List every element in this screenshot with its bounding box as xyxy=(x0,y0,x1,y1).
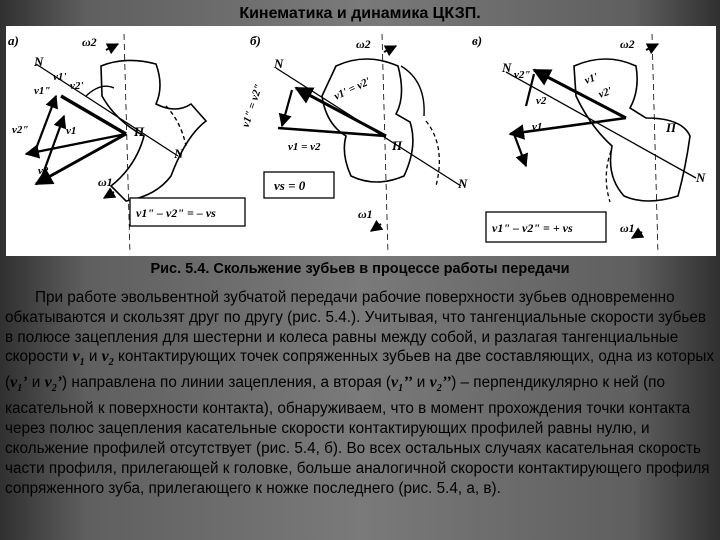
panel-c xyxy=(472,33,706,254)
figure-caption: Рис. 5.4. Скольжение зубьев в процессе работы передачи xyxy=(150,261,570,277)
panel-c-label-v1: v1 xyxy=(532,121,543,133)
text-segment: и xyxy=(412,374,430,392)
panel-c-label-n-bottom: N xyxy=(696,170,706,185)
panel-a-formula: v1" – v2" = – vs xyxy=(136,206,216,220)
panel-a-label-v1p: v1' xyxy=(53,71,67,83)
panel-c-letter: в) xyxy=(472,33,483,48)
body-paragraph xyxy=(5,288,717,498)
panel-a-label-n-bottom: N xyxy=(174,146,184,161)
panel-a-label-v2: v2 xyxy=(38,165,49,177)
symbol-v1-double-prime: $v_1$’’ xyxy=(390,374,413,395)
panel-c-label-n-top: N xyxy=(502,60,512,75)
panel-a-letter: а) xyxy=(8,33,19,48)
panel-b-label-v1pp-eq: v1" = v2" xyxy=(239,82,266,129)
panel-a-label-omega2: ω2 xyxy=(82,35,97,49)
symbol-v2: $v_2$ xyxy=(101,348,114,369)
panel-c-v1-vector xyxy=(510,118,626,134)
panel-b-label-omega2: ω2 xyxy=(356,37,371,51)
panel-c-label-omega2: ω2 xyxy=(620,37,635,51)
slide-title: Кинематика и динамика ЦКЗП. xyxy=(239,5,481,22)
panel-c-label-v1p: v1' xyxy=(582,70,600,87)
panel-a-label-n-top: N xyxy=(34,54,44,69)
panel-c-label-pole: П xyxy=(666,120,677,135)
figure-5-4 xyxy=(6,26,716,256)
text-segment: ) – перпендикулярно к ней (по касательной к поверхности контакта), обнаруживаем, что в момент прохождения точки контакта через полюс зацепления касательные скорости контактирующих профилей равны нулю, и скольжение профилей отсутствует (рис. 5.4, б). Во всех остальных случаях касательная скорость части профиля, прилегающей к головке, больше аналогичной скорости контактирующего профиля сопряженного зуба, прилегающего к ножке последнего (рис. 5.4, а, в). xyxy=(5,374,710,497)
symbol-v2-prime: $v_2$’ xyxy=(44,374,63,395)
panel-b-letter: б) xyxy=(250,33,261,48)
panel-b-label-v1-eq: v1 = v2 xyxy=(288,141,321,153)
panel-a-label-v2pp: v2" xyxy=(12,124,29,136)
panel-a xyxy=(8,33,245,254)
symbol-v1-prime: $v_1$’ xyxy=(10,374,28,395)
panel-a-gear-tooth xyxy=(101,60,206,201)
panel-c-label-v2p: v2' xyxy=(596,84,614,101)
text-segment: контактирующих точек сопряженных зубьев на две составляющих, одна из которых ( xyxy=(5,348,715,392)
panel-c-formula: v1" – v2" = + vs xyxy=(492,221,573,235)
text-segment: ) направлена по линии зацепления, а вторая ( xyxy=(62,374,391,392)
symbol-v1: $v_1$ xyxy=(72,348,85,369)
panel-c-label-v2: v2 xyxy=(536,95,547,107)
panel-b-label-omega1: ω1 xyxy=(358,207,373,221)
panel-b-label-v1p-eq: v1' = v2' xyxy=(332,75,373,103)
panel-a-label-v1: v1 xyxy=(66,125,77,137)
panel-b-label-n-bottom: N xyxy=(458,176,468,191)
panel-a-label-pole: П xyxy=(134,124,145,139)
text-segment: При работе эвольвентной зубчатой передачи рабочие поверхности зубьев одновременно обкатываются и скользят друг по другу (рис. 5.4.). Учитывая, что тангенциальные скорости зубьев в полюсе зацепления для шестерни и колеса равны между собой, и разлагая тангенциальные скорости xyxy=(5,289,707,366)
panel-b-label-n-top: N xyxy=(274,56,284,71)
panel-a-label-v2p: v2' xyxy=(70,80,84,92)
text-segment: и xyxy=(27,374,45,392)
text-segment: и xyxy=(84,348,102,366)
panel-a-label-omega1: ω1 xyxy=(98,175,113,189)
gear-diagram xyxy=(6,26,716,256)
symbol-v2-double-prime: $v_2$’’ xyxy=(429,374,452,395)
panel-c-label-v2pp: v2" xyxy=(514,69,531,81)
panel-b-label-pole: П xyxy=(392,138,403,153)
panel-c-label-omega1: ω1 xyxy=(620,221,635,235)
panel-b-formula: vs = 0 xyxy=(274,178,306,193)
panel-b xyxy=(240,33,468,254)
panel-a-label-v1pp: v1" xyxy=(34,85,51,97)
